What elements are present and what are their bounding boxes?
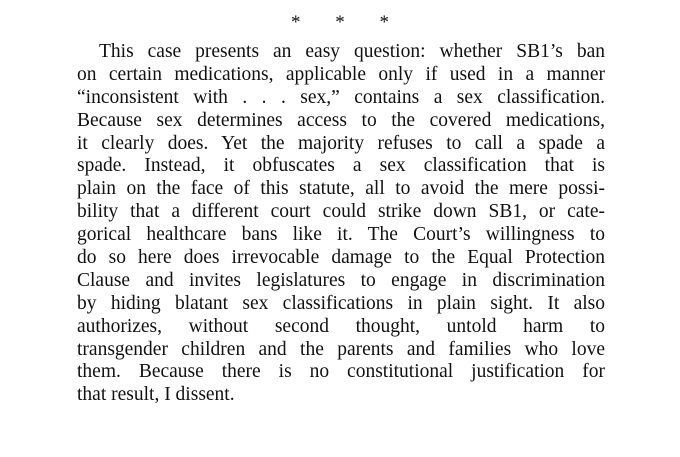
paragraph-line: Because sex determines access to the covered medications, [77,109,605,131]
paragraph-line: bility that a different court could strike down SB1, or cate- [77,201,605,223]
paragraph-line: them. Because there is no constitutional justification for [77,361,605,383]
separator-asterisk: * [291,12,301,33]
paragraph-line: transgender children and the parents and families who love [77,338,605,360]
section-separator [0,12,680,34]
paragraph-line: plain on the face of this statute, all to avoid the mere possi- [77,178,605,200]
paragraph-line: This case presents an easy question: whether SB1’s ban [99,41,605,62]
paragraph-line: spade. Instead, it obfuscates a sex classification that is [77,155,605,177]
paragraph-line: gorical healthcare bans like it. The Court’s willingness to [77,224,605,246]
paragraph-line: Clause and invites legislatures to engage in discrimination [77,269,605,291]
paragraph-line: by hiding blatant sex classifications in plain sight. It also [77,292,605,314]
dissent-paragraph [77,41,605,407]
separator-asterisk: * [335,12,345,33]
paragraph-line: on certain medications, applicable only if used in a manner [77,63,605,85]
paragraph-line: it clearly does. Yet the majority refuses to call a spade a [77,132,605,154]
paragraph-line: “inconsistent with . . . sex,” contains a sex classification. [77,86,605,108]
paragraph-line: that result, I dissent. [77,384,235,406]
paragraph-line: authorizes, without second thought, untold harm to [77,315,605,337]
paragraph-line: do so here does irrevocable damage to the Equal Protection [77,247,605,269]
separator-asterisk: * [379,12,389,33]
